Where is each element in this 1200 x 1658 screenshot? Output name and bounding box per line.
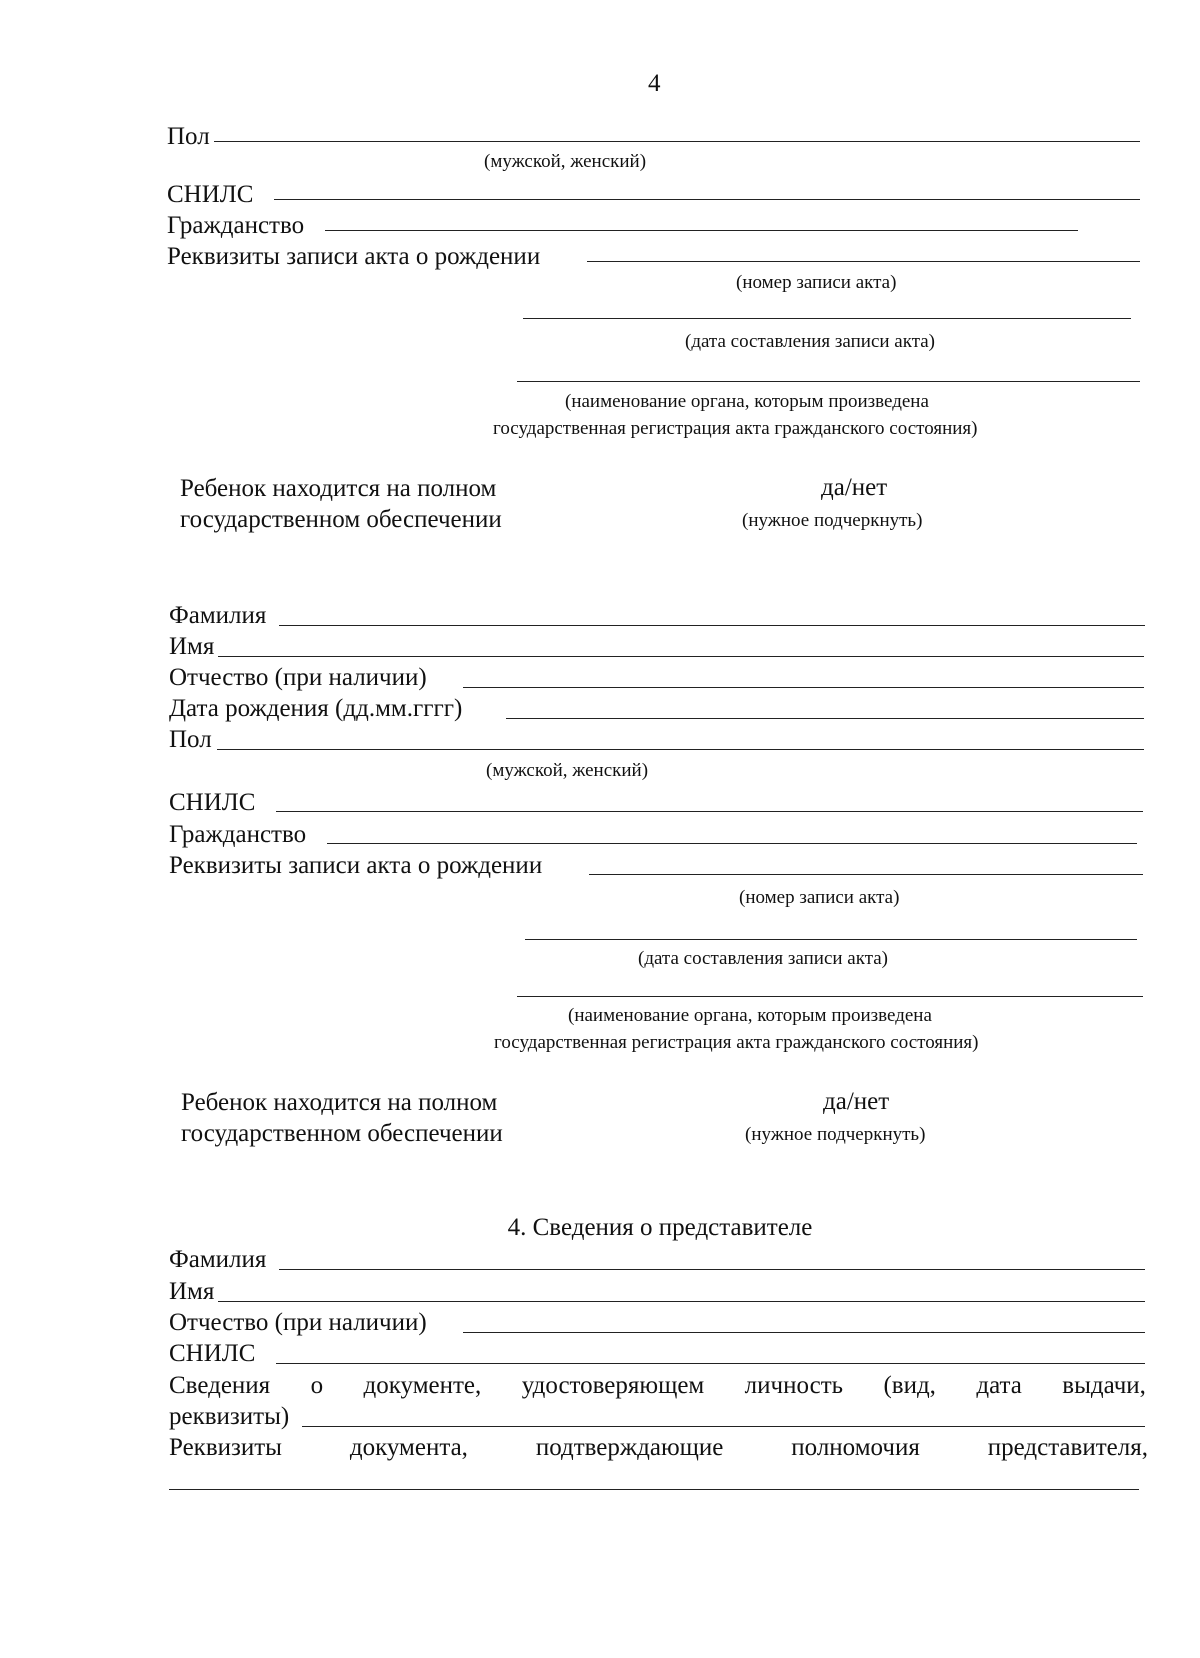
id-doc-word: документе, [363,1372,482,1399]
citizenship-field-line[interactable] [325,230,1078,231]
registrar-field-line[interactable] [517,996,1143,997]
gender-field-line[interactable] [217,749,1144,750]
state-support-line2: государственном обеспечении [181,1120,503,1147]
name-field-line[interactable] [218,656,1144,657]
id-doc-word: выдачи, [1062,1372,1146,1399]
authority-doc-word: представителя, [987,1434,1148,1461]
yes-no-choice[interactable]: да/нет [821,474,888,501]
authority-doc-field-line[interactable] [169,1489,1139,1490]
snils-label: СНИЛС [169,789,256,816]
act-date-caption: (дата составления записи акта) [685,331,936,352]
patronymic-label: Отчество (при наличии) [169,664,427,691]
id-doc-word: о [310,1372,324,1399]
act-number-caption: (номер записи акта) [736,272,897,293]
rep-snils-label: СНИЛС [169,1340,256,1367]
birth-act-label: Реквизиты записи акта о рождении [167,243,541,270]
authority-doc-word: полномочия [791,1434,920,1461]
snils-label: СНИЛС [167,181,254,208]
patronymic-field-line[interactable] [463,687,1144,688]
yes-no-choice[interactable]: да/нет [823,1088,890,1115]
rep-name-label: Имя [169,1278,215,1305]
act-date-caption: (дата составления записи акта) [638,948,889,969]
rep-patronymic-field-line[interactable] [463,1332,1145,1333]
authority-doc-word: подтверждающие [535,1434,724,1461]
rep-patronymic-label: Отчество (при наличии) [169,1309,427,1336]
snils-field-line[interactable] [276,811,1143,812]
id-doc-word: удостоверяющем [521,1372,705,1399]
rep-surname-field-line[interactable] [279,1269,1145,1270]
state-support-line2: государственном обеспечении [180,506,502,533]
gender-label: Пол [169,726,212,753]
rep-name-field-line[interactable] [218,1301,1145,1302]
id-doc-line2: реквизиты) [169,1403,290,1430]
authority-doc-word: документа, [349,1434,468,1461]
id-doc-word: (вид, [883,1372,936,1399]
gender-label: Пол [167,123,210,150]
id-doc-word: дата [976,1372,1022,1399]
underline-hint: (нужное подчеркнуть) [742,510,923,531]
id-doc-word: Сведения [169,1372,271,1399]
gender-caption: (мужской, женский) [486,760,649,781]
id-doc-word: личность [744,1372,844,1399]
birth-date-label: Дата рождения (дд.мм.гггг) [169,695,463,722]
page-number: 4 [648,70,661,97]
rep-snils-field-line[interactable] [276,1363,1145,1364]
surname-field-line[interactable] [279,625,1145,626]
gender-field-line[interactable] [214,141,1140,142]
registrar-caption-line2: государственная регистрация акта гражданского состояния) [493,418,978,439]
name-label: Имя [169,633,215,660]
id-doc-line1 [169,1372,1146,1400]
gender-caption: (мужской, женский) [484,151,647,172]
birth-act-field-line[interactable] [587,261,1140,262]
registrar-caption-line1: (наименование органа, которым произведена [568,1005,932,1026]
birth-act-field-line[interactable] [589,874,1143,875]
act-number-caption: (номер записи акта) [739,887,900,908]
id-doc-field-line[interactable] [302,1426,1145,1427]
snils-field-line[interactable] [274,199,1140,200]
citizenship-label: Гражданство [167,212,305,239]
section-title: 4. Сведения о представителе [507,1214,813,1241]
state-support-line1: Ребенок находится на полном [181,1089,498,1116]
registrar-field-line[interactable] [517,381,1140,382]
act-date-field-line[interactable] [523,318,1131,319]
registrar-caption-line2: государственная регистрация акта гражданского состояния) [494,1032,979,1053]
birth-date-field-line[interactable] [506,718,1144,719]
authority-doc-word: Реквизиты [169,1434,282,1461]
registrar-caption-line1: (наименование органа, которым произведена [565,391,929,412]
state-support-line1: Ребенок находится на полном [180,475,497,502]
citizenship-field-line[interactable] [327,843,1137,844]
authority-doc-line1 [169,1434,1148,1462]
surname-label: Фамилия [169,602,267,629]
underline-hint: (нужное подчеркнуть) [745,1124,926,1145]
rep-surname-label: Фамилия [169,1246,267,1273]
birth-act-label: Реквизиты записи акта о рождении [169,852,543,879]
act-date-field-line[interactable] [525,939,1137,940]
citizenship-label: Гражданство [169,821,307,848]
